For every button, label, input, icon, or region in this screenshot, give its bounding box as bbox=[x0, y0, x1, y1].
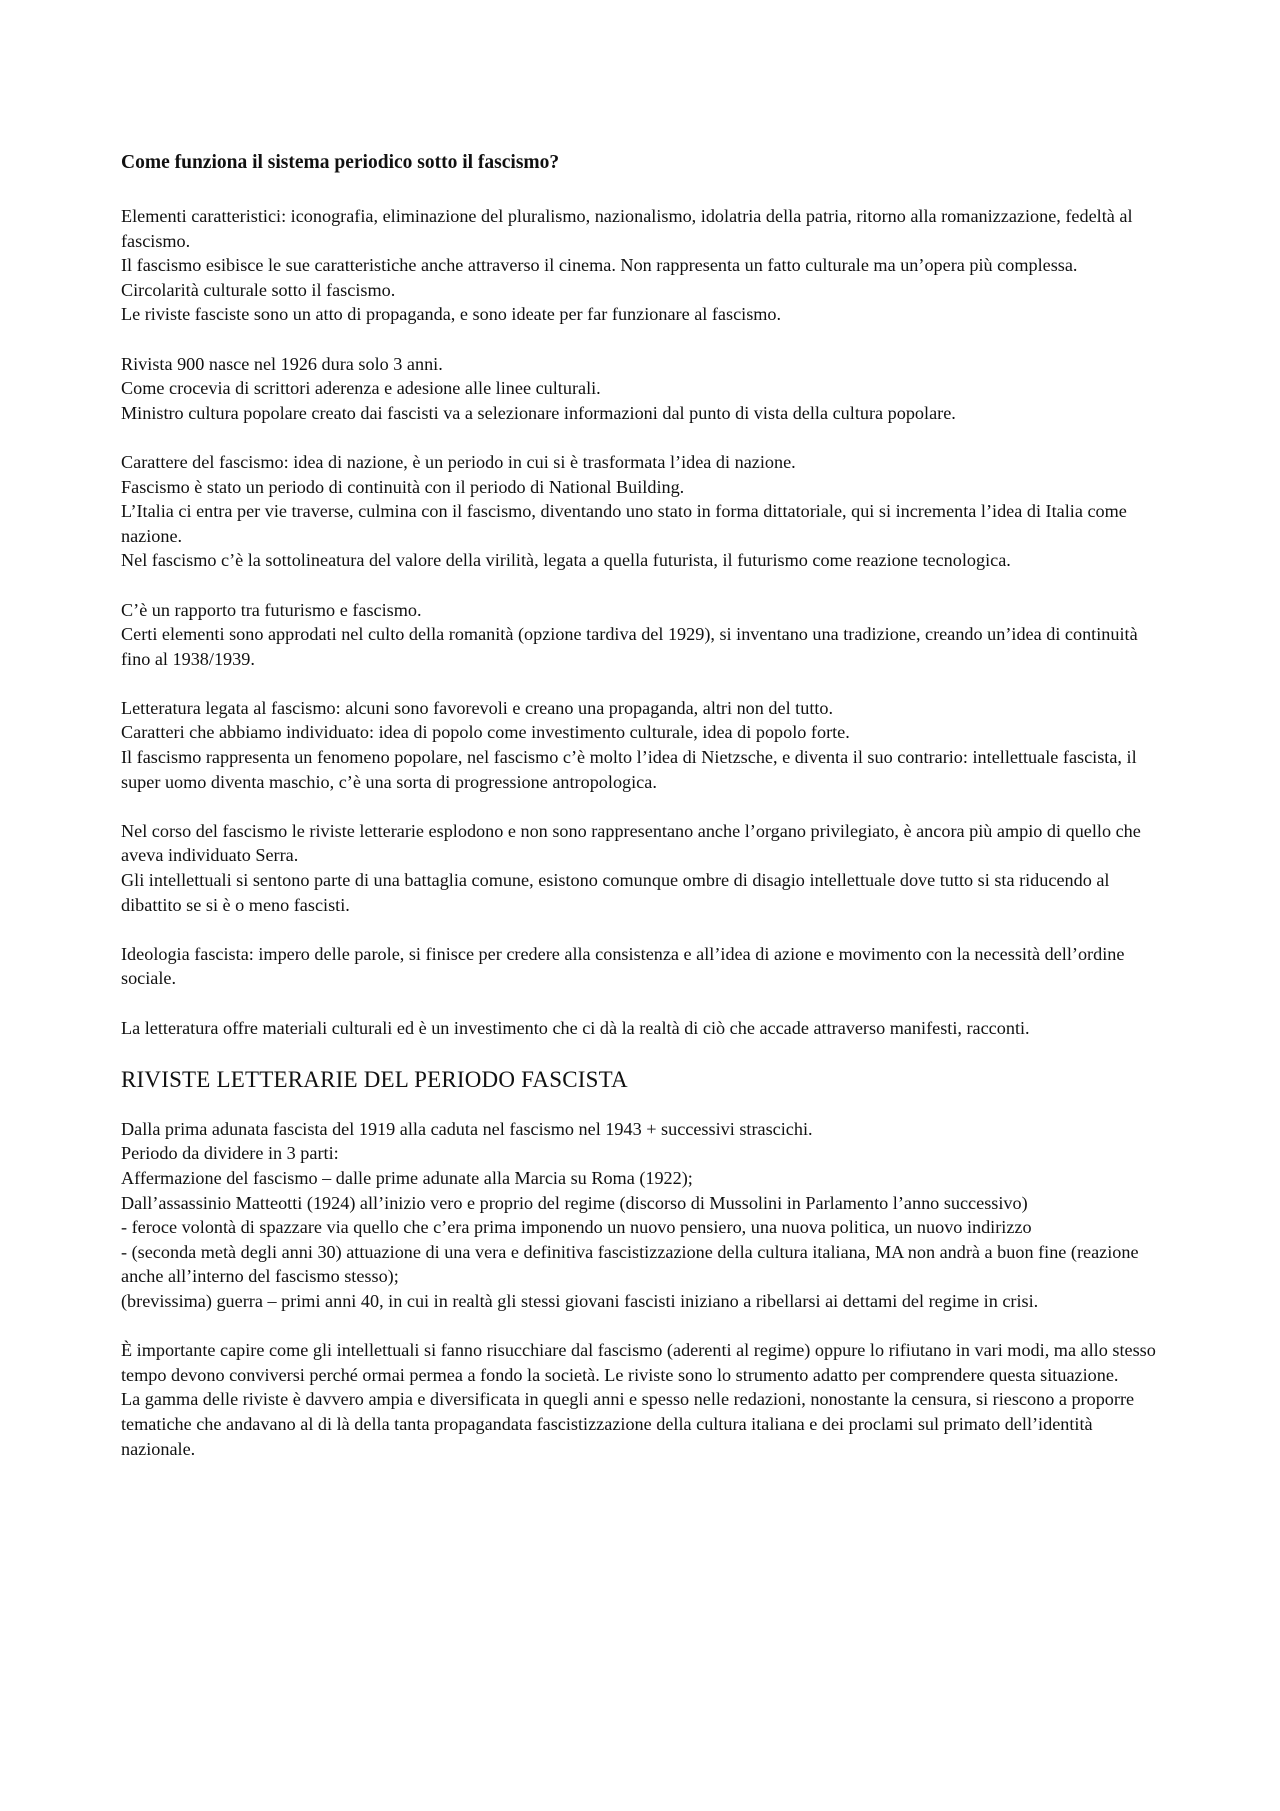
section-heading: RIVISTE LETTERARIE DEL PERIODO FASCISTA bbox=[121, 1066, 628, 1092]
text-line: La gamma delle riviste è davvero ampia e diversificata in quegli anni e spesso nelle redazioni, nonostante la censura, si riescono a proporre tematiche che andavano al di là della tanta propagandata fascistizzazione della cultura italiana e dei proclami sul primato dell’identità nazionale. bbox=[121, 1389, 1135, 1459]
text-line: L’Italia ci entra per vie traverse, culmina con il fascismo, diventando uno stato in forma dittatoriale, qui si incrementa l’idea di Italia come nazione. bbox=[121, 501, 1127, 546]
text-line: Il fascismo esibisce le sue caratteristiche anche attraverso il cinema. Non rappresenta un fatto culturale ma un’opera più complessa. bbox=[121, 255, 1078, 276]
text-line: Il fascismo rappresenta un fenomeno popolare, nel fascismo c’è molto l’idea di Nietzsche, e diventa il suo contrario: intellettuale fascista, il super uomo diventa maschio, c’è una sorta di progressione antropologica. bbox=[121, 747, 1137, 792]
text-line: Ideologia fascista: impero delle parole, si finisce per credere alla consistenza e all’idea di azione e movimento con la necessità dell’ordine sociale. bbox=[121, 943, 1125, 989]
text-line: Come crocevia di scrittori aderenza e adesione alle linee culturali. bbox=[121, 378, 601, 399]
text-line: Fascismo è stato un periodo di continuità con il periodo di National Building. bbox=[121, 476, 685, 497]
paragraph bbox=[121, 598, 1167, 672]
text-line: Letteratura legata al fascismo: alcuni sono favorevoli e creano una propaganda, altri non del tutto. bbox=[121, 697, 834, 718]
paragraph bbox=[121, 942, 1167, 991]
text-line: Le riviste fasciste sono un atto di propaganda, e sono ideate per far funzionare al fascismo. bbox=[121, 304, 782, 325]
paragraph bbox=[121, 352, 1167, 426]
text-line: È importante capire come gli intellettuali si fanno risucchiare dal fascismo (aderenti al regime) oppure lo rifiutano in vari modi, ma allo stesso tempo devono conviversi perché ormai permea a fondo la società. Le riviste sono lo strumento adatto per comprendere questa situazione. bbox=[121, 1340, 1156, 1385]
paragraph bbox=[121, 819, 1167, 917]
paragraph bbox=[121, 1016, 1167, 1041]
text-line: (brevissima) guerra – primi anni 40, in cui in realtà gli stessi giovani fascisti iniziano a ribellarsi ai dettami del regime in crisi. bbox=[121, 1290, 1039, 1311]
text-line: Nel corso del fascismo le riviste letterarie esplodono e non sono rappresentano anche l’organo privilegiato, è ancora più ampio di quello che aveva individuato Serra. bbox=[121, 820, 1141, 866]
paragraph bbox=[121, 1117, 1167, 1314]
text-line: Nel fascismo c’è la sottolineatura del valore della virilità, legata a quella futurista, il futurismo come reazione tecnologica. bbox=[121, 550, 1011, 571]
text-line: Periodo da dividere in 3 parti: bbox=[121, 1143, 339, 1164]
text-line: Gli intellettuali si sentono parte di una battaglia comune, esistono comunque ombre di disagio intellettuale dove tutto si sta riducendo al dibattito se si è o meno fascisti. bbox=[121, 870, 1110, 915]
text-line: Elementi caratteristici: iconografia, eliminazione del pluralismo, nazionalismo, idolatria della patria, ritorno alla romanizzazione, fedeltà al fascismo. bbox=[121, 206, 1133, 251]
paragraph bbox=[121, 1338, 1167, 1461]
text-line: Carattere del fascismo: idea di nazione, è un periodo in cui si è trasformata l’idea di nazione. bbox=[121, 451, 796, 472]
text-line: - (seconda metà degli anni 30) attuazione di una vera e definitiva fascistizzazione della cultura italiana, MA non andrà a buon fine (reazione anche all’interno del fascismo stesso); bbox=[121, 1241, 1139, 1287]
text-line: La letteratura offre materiali culturali ed è un investimento che ci dà la realtà di ciò che accade attraverso manifesti, racconti. bbox=[121, 1017, 1030, 1038]
text-line: Certi elementi sono approdati nel culto della romanità (opzione tardiva del 1929), si inventano una tradizione, creando un’idea di continuità fino al 1938/1939. bbox=[121, 624, 1138, 669]
text-line: Rivista 900 nasce nel 1926 dura solo 3 anni. bbox=[121, 353, 443, 374]
document-page bbox=[121, 150, 1167, 1486]
text-line: C’è un rapporto tra futurismo e fascismo. bbox=[121, 599, 422, 620]
text-line: Ministro cultura popolare creato dai fascisti va a selezionare informazioni dal punto di vista della cultura popolare. bbox=[121, 402, 956, 423]
paragraph bbox=[121, 696, 1167, 794]
paragraph bbox=[121, 204, 1167, 327]
text-line: - feroce volontà di spazzare via quello che c’era prima imponendo un nuovo pensiero, una nuova politica, un nuovo indirizzo bbox=[121, 1217, 1032, 1238]
text-line: Circolarità culturale sotto il fascismo. bbox=[121, 279, 396, 300]
text-line: Affermazione del fascismo – dalle prime adunate alla Marcia su Roma (1922); bbox=[121, 1167, 693, 1188]
text-line: Caratteri che abbiamo individuato: idea di popolo come investimento culturale, idea di popolo forte. bbox=[121, 722, 850, 743]
paragraph bbox=[121, 450, 1167, 573]
text-line: Dall’assassinio Matteotti (1924) all’inizio vero e proprio del regime (discorso di Mussolini in Parlamento l’anno successivo) bbox=[121, 1192, 1028, 1213]
page-title: Come funziona il sistema periodico sotto il fascismo? bbox=[121, 152, 560, 173]
text-line: Dalla prima adunata fascista del 1919 alla caduta nel fascismo nel 1943 + successivi strascichi. bbox=[121, 1118, 813, 1139]
